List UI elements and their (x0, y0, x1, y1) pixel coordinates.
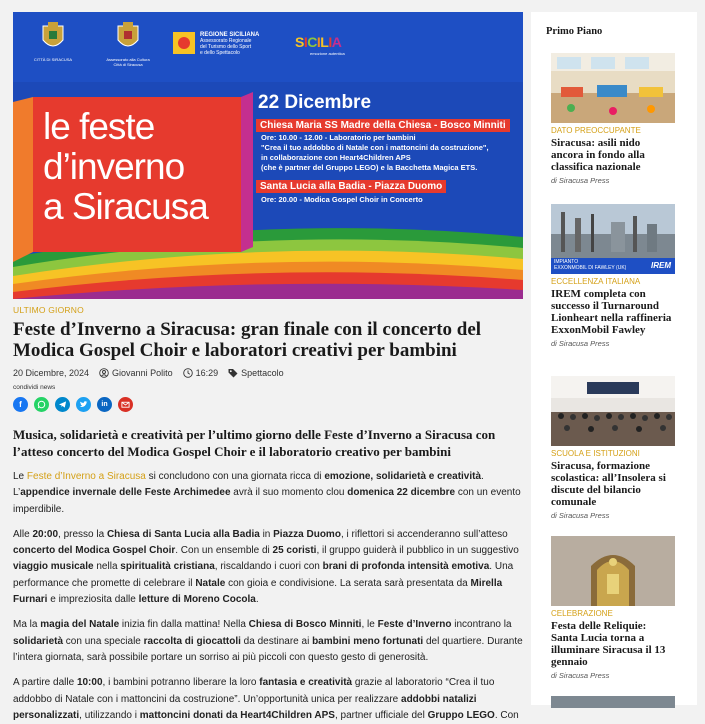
feste-inverno-link[interactable]: Feste d’Inverno a Siracusa (26, 471, 146, 482)
p4-text-e: , partner ufficiale del (334, 709, 428, 721)
sicilia-logo: SICILIA (295, 34, 342, 50)
p3-bold-a: magia del Natale (40, 619, 120, 631)
sidebar-card-3-byline: di Siracusa Press (551, 511, 610, 520)
irem-brand: IREM (651, 261, 671, 270)
twitter-icon (79, 400, 88, 409)
p4-bold-b: fantasia e creatività (259, 677, 353, 689)
p1-text-b: si concludono con una giornata ricca di (145, 471, 325, 482)
meta-date (13, 368, 89, 378)
sidebar-card-1[interactable] (551, 53, 675, 185)
meta-time-text: 16:29 (195, 368, 219, 378)
article-headline: Feste d’Inverno a Siracusa: gran finale con il concerto del Modica Gospel Choir e laboratori creativi per bambini (13, 319, 482, 361)
region-name: REGIONE SICILIANA (200, 32, 260, 38)
hero-venue1-line1: Ore: 10.00 - 12.00 - Laboratorio per bambini (261, 133, 416, 142)
hero-logos (13, 12, 523, 92)
p3-text-f: da destinare ai (240, 635, 313, 647)
conference-room-image (551, 376, 675, 446)
p1-text-a: Le (13, 471, 27, 482)
facebook-icon: f (19, 400, 22, 409)
sidebar-card-1-byline: di Siracusa Press (551, 176, 610, 185)
p2-bold-g: spiritualità cristiana (120, 561, 215, 573)
p2-bold-e: 25 coristi (272, 545, 317, 557)
p3-bold-d: solidarietà (13, 635, 64, 647)
email-icon (121, 400, 130, 409)
p2-text-f: , il gruppo guiderà il pubblico in un suggestivo (316, 545, 519, 557)
p2-text-e: . Con un ensemble di (175, 545, 273, 557)
article-paragraph-1 (13, 469, 523, 518)
p4-text-d: , utilizzando i (79, 709, 140, 721)
region-sub2: del Turismo dello Sport (200, 44, 252, 50)
clock-icon (183, 368, 193, 378)
sidebar-card-3-thumbnail[interactable] (551, 376, 675, 446)
whatsapp-share-button[interactable] (34, 397, 49, 412)
p4-text-c: grazie al laboratorio “Crea il tuo addobbo di Natale con i mattoncini da costruzione”. Un’opportunità unica per realizzare (13, 677, 495, 705)
p2-bold-f: viaggio musicale (13, 561, 94, 573)
p2-bold-k: letture di Moreno Cocola (138, 594, 256, 606)
hero-image (13, 12, 523, 299)
thumb-caption-line2: EXXONMOBIL DI FAWLEY (UK) (554, 264, 627, 271)
p3-bold-f: bambini meno fortunati (312, 635, 424, 647)
email-share-button[interactable] (118, 397, 133, 412)
p4-bold-a: 10:00 (76, 677, 103, 689)
p2-text-b: , presso la (58, 528, 107, 540)
culture-crest-icon (115, 22, 141, 52)
hero-venue2: Santa Lucia alla Badia - Piazza Duomo (256, 180, 446, 193)
article-category[interactable]: ULTIMO GIORNO (13, 305, 84, 315)
sidebar-card-1-thumbnail[interactable] (551, 53, 675, 123)
region-trinacria-icon (173, 32, 195, 54)
twitter-share-button[interactable] (76, 397, 91, 412)
sidebar-card-2-title[interactable]: IREM completa con successo il Turnaround Lionheart nella raffineria ExxonMobil Fawley (551, 288, 672, 336)
city-logo (31, 22, 75, 62)
p2-text-k: e impreziosita dalle (47, 594, 139, 606)
sidebar-title: Primo Piano (546, 26, 603, 37)
p1-bold-c: appendice invernale delle Feste Archimedee (20, 487, 231, 499)
p1-text-c: . L’ (13, 471, 484, 499)
sidebar-card-3-title[interactable]: Siracusa, formazione scolastica: all’Insolera si discute del bilancio comunale (551, 460, 666, 508)
sidebar-card-1-category[interactable]: DATO PREOCCUPANTE (551, 126, 641, 135)
thumb-caption-line1: IMPIANTO (554, 259, 579, 265)
p3-text-a: Ma la (13, 619, 41, 631)
sicilia-sub: emozione autentica (310, 51, 345, 56)
p2-bold-c: Piazza Duomo (273, 528, 341, 540)
article-lead: Musica, solidarietà e creatività per l’ultimo giorno delle Feste d’Inverno a Siracusa con l’atteso concerto del Modica Gospel Choir e il laboratorio creativo per bambini (13, 427, 496, 459)
p1-bold-d: domenica 22 dicembre (347, 487, 456, 499)
region-text (200, 32, 259, 56)
sidebar-card-5-thumbnail[interactable] (551, 696, 675, 708)
meta-time (183, 368, 219, 378)
p3-text-d: incontrano la (451, 619, 512, 631)
meta-date-text: 20 Dicembre, 2024 (13, 368, 90, 378)
p1-text-d: avrà il suo momento clou (230, 487, 348, 499)
culture-logo-caption: Assessorato alla Cultura Città di Siracusa (106, 57, 150, 67)
hero-title-line3: a Siracusa (43, 186, 208, 227)
city-logo-caption: CITTÀ DI SIRACUSA (33, 57, 73, 62)
p4-text-f: . Con (494, 709, 519, 721)
p2-bold-a: 20:00 (32, 528, 59, 540)
share-buttons (13, 397, 523, 412)
p3-text-b: inizia fin dalla mattina! Nella (119, 619, 249, 631)
sidebar-card-4-byline: di Siracusa Press (551, 671, 610, 680)
hero-venue1-line2: "Crea il tuo addobbo di Natale con i mattoncini da costruzione", (261, 143, 489, 152)
p2-text-d: , i riflettori si accenderanno sull’atteso (340, 528, 508, 540)
region-sub3: e dello Spettacolo (200, 50, 240, 56)
meta-section-text: Spettacolo (241, 368, 284, 378)
sidebar-card-3-category[interactable]: SCUOLA E ISTITUZIONI (551, 449, 640, 458)
sidebar-card-4-category[interactable]: CELEBRAZIONE (551, 609, 613, 618)
article-paragraph-2 (13, 527, 523, 608)
hero-venue1-line3: in collaborazione con Heart4Children APS (261, 153, 411, 162)
linkedin-share-button[interactable] (97, 397, 112, 412)
p2-text-i: . Una performance che promette di celebrare il (13, 561, 514, 589)
hero-venue1: Chiesa Maria SS Madre della Chiesa - Bosco Minniti (256, 119, 510, 132)
sidebar-primo-piano (531, 12, 697, 705)
p4-text-b: , i bambini potranno liberare la loro (102, 677, 260, 689)
p2-text-j: con gioia e condivisione. La serata sarà presentata da (225, 577, 471, 589)
hero-title (43, 107, 208, 227)
sidebar-card-2-thumbnail[interactable] (551, 204, 675, 274)
p2-bold-b: Chiesa di Santa Lucia alla Badia (106, 528, 260, 540)
sidebar-card-2-category[interactable]: ECCELLENZA ITALIANA (551, 277, 641, 286)
sidebar-card-2-thumb-caption (554, 260, 626, 271)
p3-text-c: , le (361, 619, 378, 631)
p4-text-a: A partire dalle (13, 677, 77, 689)
telegram-share-button[interactable] (55, 397, 70, 412)
p4-bold-c: addobbi natalizi personalizzati (13, 693, 477, 721)
sidebar-card-2-byline: di Siracusa Press (551, 339, 610, 348)
hero-venue1-line4: (che è partner del Gruppo LEGO) e la Bacchetta Magica ETS. (261, 163, 478, 172)
tag-icon (228, 368, 238, 378)
p3-bold-b: Chiesa di Bosco Minniti (248, 619, 362, 631)
whatsapp-icon (37, 400, 46, 409)
p2-text-c: in (259, 528, 274, 540)
meta-author-text: Giovanni Polito (112, 368, 173, 378)
p2-bold-d: concerto del Modica Gospel Choir (13, 545, 176, 557)
share-label: condividi news (13, 384, 56, 391)
p2-text-h: , riscaldando i cuori con (214, 561, 323, 573)
sidebar-card-4-title[interactable]: Festa delle Reliquie: Santa Lucia torna a illuminare Siracusa il 13 gennaio (551, 620, 666, 668)
linkedin-icon: in (101, 401, 108, 408)
article-main (13, 12, 523, 721)
p4-bold-e: Gruppo LEGO (427, 709, 495, 721)
article-paragraph-4 (13, 675, 523, 724)
p4-bold-d: mattoncini donati da Heart4Children APS (139, 709, 335, 721)
user-icon (99, 368, 109, 378)
p3-bold-e: raccolta di giocattoli (143, 635, 241, 647)
meta-section[interactable] (228, 368, 284, 378)
hero-venue2-line1: Ore: 20.00 - Modica Gospel Choir in Concerto (261, 195, 423, 204)
hero-title-line2: d’inverno (43, 146, 185, 187)
sidebar-card-4[interactable] (551, 536, 675, 680)
nursery-classroom-image (551, 53, 675, 123)
article-paragraph-3 (13, 617, 523, 666)
p3-text-g: del quartiere. Durante l’intera giornata, sarà possibile portare un sorriso ai più piccoli con questo gesto di generosità. (13, 635, 523, 663)
sidebar-card-3[interactable] (551, 376, 675, 520)
p2-bold-j: Mirella Furnari (13, 577, 503, 606)
hero-title-line1: le feste (43, 106, 155, 147)
hero-date: 22 Dicembre (258, 92, 372, 113)
p3-text-e: con una speciale (63, 635, 144, 647)
sidebar-card-1-title[interactable]: Siracusa: asili nido ancora in fondo alla classifica nazionale (551, 137, 645, 173)
meta-author[interactable] (99, 368, 173, 378)
p1-text-e: con un evento imperdibile. (13, 487, 521, 515)
p2-bold-i: Natale (195, 577, 226, 589)
p2-text-l: . (255, 594, 259, 606)
article-meta (13, 367, 523, 379)
p2-text-g: nella (93, 561, 121, 573)
reliquary-image (551, 536, 675, 606)
telegram-icon (58, 400, 67, 409)
sidebar-card-4-thumbnail[interactable] (551, 536, 675, 606)
p2-text-a: Alle (13, 528, 33, 540)
p2-bold-h: brani di profonda intensità emotiva (322, 561, 490, 573)
city-crest-icon (40, 22, 66, 52)
sidebar-card-2[interactable] (551, 204, 675, 348)
p3-bold-c: Feste d’Inverno (377, 619, 452, 631)
region-sub1: Assessorato Regionale (200, 38, 252, 44)
culture-logo (98, 22, 158, 67)
p1-bold-b: emozione, solidarietà e creatività (324, 471, 482, 482)
facebook-share-button[interactable] (13, 397, 28, 412)
